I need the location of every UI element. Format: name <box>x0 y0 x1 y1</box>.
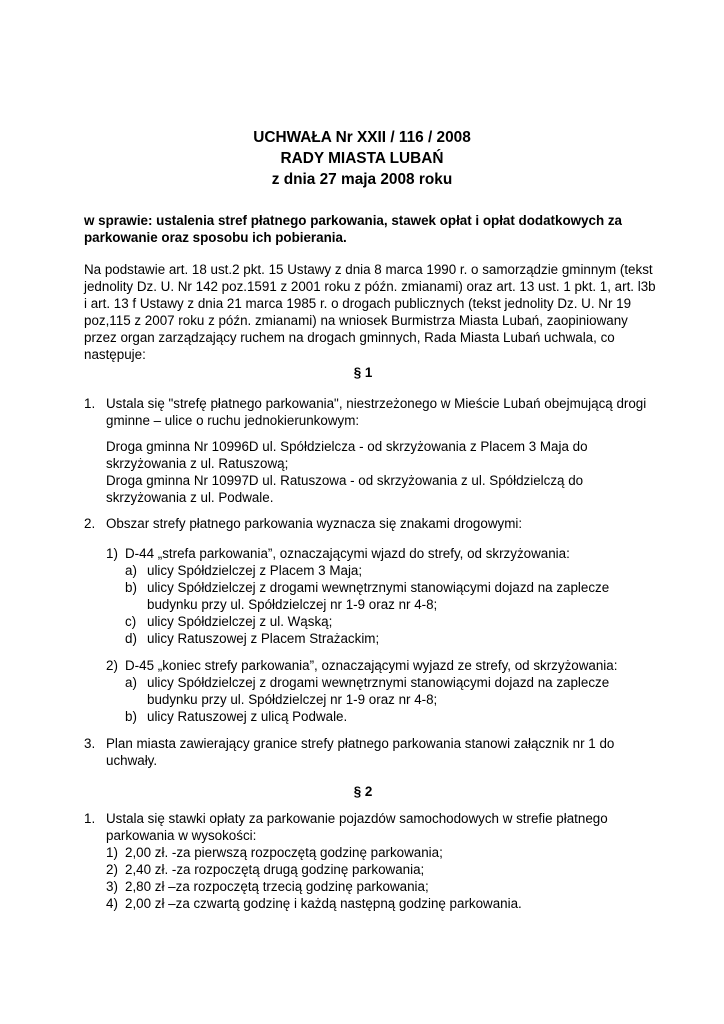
list-number: 1) <box>106 845 118 860</box>
rate-item: 2,00 zł. -za pierwszą rozpoczętą godzinę parkowania; <box>125 845 443 860</box>
subject: w sprawie: ustalenia stref płatnego parkowania, stawek opłat i opłat dodatkowych za parkowanie oraz sposobu ich pobierania. <box>84 213 622 245</box>
road-list: Droga gminna Nr 10996D ul. Spółdzielcza - od skrzyżowania z Placem 3 Maja do skrzyżowania z ul. Ratuszową; Droga gminna Nr 10997D ul. Ratuszowa - od skrzyżowania z ul. Spółdzielczą do skrzyżowania z ul. Podwale. <box>106 438 642 506</box>
list-letter: b) <box>125 709 137 724</box>
preamble: Na podstawie art. 18 ust.2 pkt. 15 Ustawy z dnia 8 marca 1990 r. o samorządzie gminnym (tekst jednolity Dz. U. Nr 142 poz.1591 z 2001 roku z późn. zmianami) oraz art. 13 ust. 1 pkt. 1, art. l3b i art. 13 f Ustawy z dnia 21 marca 1985 r. o drogach publicznych (tekst jednolity Dz. U. Nr 19 poz,115 z 2007 roku z późn. zmianami) na wniosek Burmistrza Miasta Lubań, zaopiniowany przez organ zarządzający ruchem na drogach gminnych, Rada Miasta Lubań uchwala, co następuje: <box>84 262 656 362</box>
sign-d44: D-44 „strefa parkowania”, oznaczającymi wjazd do strefy, od skrzyżowania: <box>125 546 570 561</box>
paragraph-number: 3. <box>84 736 96 751</box>
list-letter: b) <box>125 580 137 595</box>
list-letter: d) <box>125 631 137 646</box>
rate-item: 2,40 zł. -za rozpoczętą drugą godzinę parkowania; <box>125 862 425 877</box>
paragraph-2-1: Ustala się stawki opłaty za parkowanie pojazdów samochodowych w strefie płatnego parkowania w wysokości: <box>106 811 608 843</box>
section-2-title: § 2 <box>353 784 373 799</box>
resolution-number: UCHWAŁA Nr XXII / 116 / 2008 <box>253 129 471 146</box>
list-number: 2) <box>106 658 118 673</box>
sign-d45: D-45 „koniec strefy parkowania”, oznaczającymi wyjazd ze strefy, od skrzyżowania: <box>125 658 618 673</box>
paragraph-number: 2. <box>84 516 96 531</box>
list-number: 1) <box>106 546 118 561</box>
resolution-header <box>84 127 640 190</box>
list-item: ulicy Ratuszowej z ulicą Podwale. <box>147 709 348 724</box>
section-1-title: § 1 <box>353 365 373 380</box>
paragraph-1-1: Ustala się "strefę płatnego parkowania", niestrzeżonego w Mieście Lubań obejmującą drogi gminne – ulice o ruchu jednokierunkowym: <box>106 396 647 428</box>
rate-item: 2,00 zł –za czwartą godzinę i każdą następną godzinę parkowania. <box>125 896 522 911</box>
list-number: 4) <box>106 896 118 911</box>
list-letter: c) <box>125 614 137 629</box>
paragraph-1-3: Plan miasta zawierający granice strefy płatnego parkowania stanowi załącznik nr 1 do uchwały. <box>106 736 615 768</box>
list-item: ulicy Spółdzielczej z drogami wewnętrznymi stanowiącymi dojazd na zaplecze <box>147 675 610 690</box>
list-item: ulicy Ratuszowej z Placem Strażackim; <box>147 631 380 646</box>
list-number: 3) <box>106 879 118 894</box>
paragraph-1-2: Obszar strefy płatnego parkowania wyznacza się znakami drogowymi: <box>106 516 523 531</box>
list-letter: a) <box>125 675 137 690</box>
road-1: Droga gminna Nr 10996D ul. Spółdzielcza - od skrzyżowania z Placem 3 Maja do <box>106 439 588 454</box>
council-name: RADY MIASTA LUBAŃ <box>280 150 444 167</box>
resolution-date: z dnia 27 maja 2008 roku <box>271 171 453 188</box>
list-number: 2) <box>106 862 118 877</box>
rate-item: 2,80 zł –za rozpoczętą trzecią godzinę parkowania; <box>125 879 429 894</box>
paragraph-number: 1. <box>84 811 96 826</box>
paragraph-number: 1. <box>84 396 96 411</box>
list-letter: a) <box>125 563 137 578</box>
list-item: ulicy Spółdzielczej z ul. Wąską; <box>147 614 333 629</box>
road-2: Droga gminna Nr 10997D ul. Ratuszowa - od skrzyżowania z ul. Spółdzielczą do <box>106 473 584 488</box>
list-item: ulicy Spółdzielczej z drogami wewnętrznymi stanowiącymi dojazd na zaplecze <box>147 580 610 595</box>
list-item: ulicy Spółdzielczej z Placem 3 Maja; <box>147 563 363 578</box>
list-item-continued: budynku przy ul. Spółdzielczej nr 1-9 oraz nr 4-8; <box>147 692 438 707</box>
list-item-continued: budynku przy ul. Spółdzielczej nr 1-9 oraz nr 4-8; <box>147 597 438 612</box>
